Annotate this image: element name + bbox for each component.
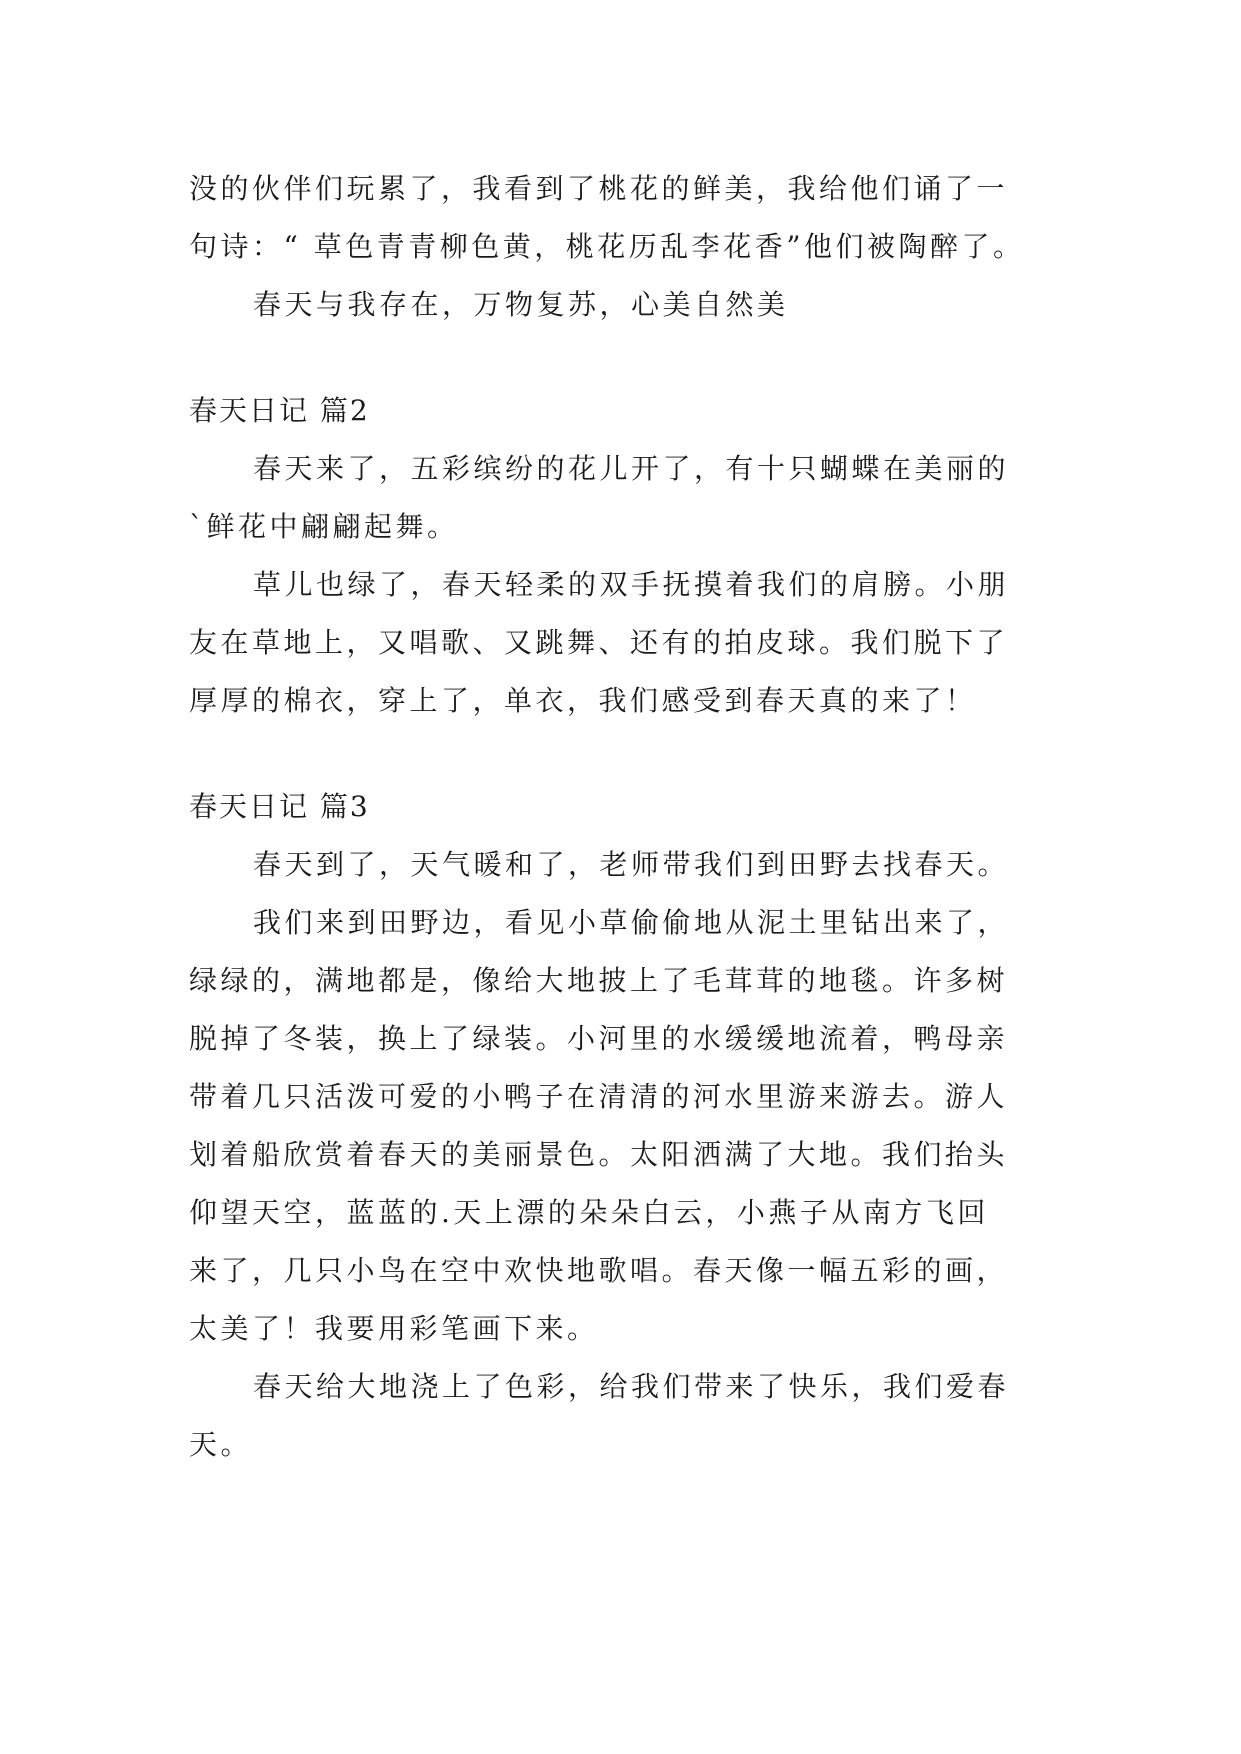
- text-line: 太美了！我要用彩笔画下来。: [189, 1312, 599, 1345]
- text-line: 春天与我存在，万物复苏，心美自然美: [253, 288, 789, 321]
- text-line: 仰望天空，蓝蓝的.天上漂的朵朵白云，小燕子从南方飞回: [189, 1196, 989, 1229]
- text-line: 绿绿的，满地都是，像给大地披上了毛茸茸的地毯。许多树: [189, 964, 1009, 997]
- section3-paragraph-3: [189, 1358, 1069, 1474]
- text-line: 来了，几只小鸟在空中欢快地歌唱。春天像一幅五彩的画，: [189, 1254, 1009, 1287]
- section1-closing: [189, 276, 1069, 334]
- text-line: 厚厚的棉衣，穿上了，单衣，我们感受到春天真的来了！: [189, 684, 977, 717]
- text-line: 天。: [189, 1428, 253, 1461]
- text-line: 春天来了，五彩缤纷的花儿开了，有十只蝴蝶在美丽的: [253, 452, 1010, 485]
- text-line: 我们来到田野边，看见小草偷偷地从泥土里钻出来了，: [253, 906, 1010, 939]
- document-body: [189, 160, 1069, 1474]
- section3-heading: 春天日记 篇3: [189, 790, 370, 823]
- text-line: 草儿也绿了，春天轻柔的双手抚摸着我们的肩膀。小朋: [253, 568, 1010, 601]
- text-line: `鲜花中翩翩起舞。: [189, 510, 459, 543]
- text-line: 脱掉了冬装，换上了绿装。小河里的水缓缓地流着，鸭母亲: [189, 1022, 1009, 1055]
- text-line: 春天给大地浇上了色彩，给我们带来了快乐，我们爱春: [253, 1370, 1010, 1403]
- text-line: 划着船欣赏着春天的美丽景色。太阳洒满了大地。我们抬头: [189, 1138, 1009, 1171]
- section3-paragraph-2: [189, 894, 1069, 1358]
- text-line: 友在草地上，又唱歌、又跳舞、还有的拍皮球。我们脱下了: [189, 626, 1009, 659]
- section1-paragraph: [189, 160, 1069, 276]
- section2-paragraph-1: [189, 440, 1069, 556]
- text-line: 没的伙伴们玩累了，我看到了桃花的鲜美，我给他们诵了一: [189, 172, 1009, 205]
- section2-paragraph-2: [189, 556, 1069, 730]
- section-gap: [189, 334, 1069, 382]
- section-gap: [189, 730, 1069, 778]
- section3-paragraph-1: [189, 836, 1069, 894]
- text-line: 带着几只活泼可爱的小鸭子在清清的河水里游来游去。游人: [189, 1080, 1009, 1113]
- text-line: 句诗：“ 草色青青柳色黄，桃花历乱李花香”他们被陶醉了。: [189, 230, 1025, 263]
- section2-heading: 春天日记 篇2: [189, 394, 370, 427]
- text-line: 春天到了，天气暖和了，老师带我们到田野去找春天。: [253, 848, 1010, 881]
